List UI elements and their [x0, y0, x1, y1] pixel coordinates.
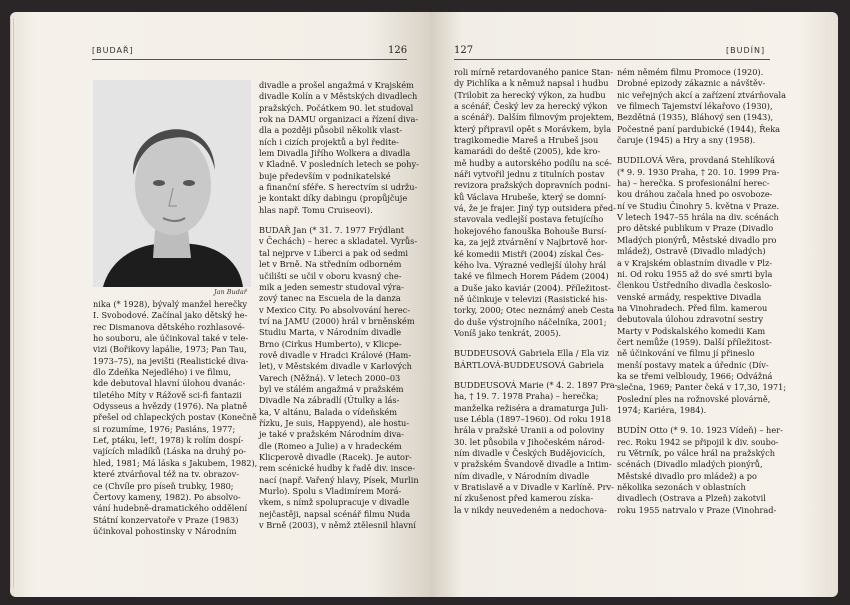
text-line: buje především v podnikatelské — [259, 170, 391, 181]
text-line: roku 1955 natrvalo v Praze (Vinohrad- — [617, 504, 777, 515]
text-line: rově divadle v Hradci Králové (Ham- — [259, 349, 412, 360]
text-line: slečna, 1969; Panter čeká v 17,30, 1971; — [617, 382, 787, 393]
text-line: Leť, ptáku, leť!, 1978) k rolím dospí- — [93, 435, 244, 446]
text-line: řízku, Je suis, Happyend), ale hostu- — [259, 417, 410, 428]
text-line: (Trilobit za herecký výkon, za hudbu — [454, 89, 606, 100]
text-line: BUDDEUSOVÁ Marie (* 4. 2. 1897 Pra- — [454, 379, 618, 390]
text-line: pražských. Počátkem 90. let studoval — [259, 102, 414, 113]
text-line: několika sezonách v oblastních — [617, 482, 746, 493]
text-line: Poslední ples na rožnovské plovárně, — [617, 393, 771, 404]
text-line — [454, 339, 617, 348]
text-line: let v Brně. Na středním odborném — [259, 259, 402, 270]
text-line: v Bratislavě a v Divadle v Karlíně. Prv- — [454, 482, 614, 493]
text-line — [259, 216, 419, 225]
text-line: venské armády, respektive Divadla — [617, 291, 762, 302]
text-line: kou dráhou začala hned po osvoboze- — [617, 189, 773, 200]
running-head-left: [BUDAŘ] — [92, 46, 134, 55]
text-line: ném němém filmu Promoce (1920). — [617, 67, 764, 77]
right-page-right-column — [617, 67, 786, 516]
text-line: hled, 1981; Má láska s Jakubem, 1982), — [93, 457, 258, 468]
text-line: tiletého Míty v Rážově sci-fi fantazii — [93, 389, 242, 400]
text-line: čaruje (1945) a Hry a sny (1958). — [617, 135, 756, 146]
text-line: vajících mladíků (Láska na druhý po- — [93, 446, 247, 457]
text-line: je také v pražském Národním diva- — [259, 429, 405, 440]
text-line: 30. let působila v Jihočeském národ- — [454, 436, 605, 447]
text-line: a finanční sféře. S herectvím si udržu- — [259, 182, 418, 193]
photo-caption: Jan Budař — [214, 288, 247, 296]
text-line: rec Dismanova dětského rozhlasové- — [93, 321, 245, 332]
text-line: vkem, s nímž spolupracuje v divadle — [259, 497, 410, 508]
text-line: Počestné paní pardubické (1944), Řeka — [617, 123, 781, 134]
text-line: je kontakt díky dabingu (propůjčuje — [259, 193, 408, 204]
text-line: mládež), Ostravě (Divadlo mladých) — [617, 246, 766, 257]
text-line: dla a později působil několik vlast- — [259, 125, 403, 136]
text-line: menší postavy matek a úřednic (Dív- — [617, 359, 769, 370]
text-line: rec. Roku 1942 se připojil k div. soubo- — [617, 436, 779, 447]
page-number-left: 126 — [388, 45, 408, 56]
text-line: let), v Městském divadle v Karlových — [259, 361, 412, 372]
text-line: ka, za jejž ztvárnění v Najbrtově hor- — [454, 237, 608, 248]
text-line: ním divadle, v Národním divadle — [454, 470, 590, 481]
text-line: Brno (Cirkus Humberto), v Klicpe- — [259, 338, 402, 349]
text-line: tragikomedie Mareš a Hrubeš jsou — [454, 135, 599, 146]
text-line: Odysseus a hvězdy (1976). Na platně — [93, 401, 248, 412]
text-line: 1973–75), na jevišti (Realistické diva- — [93, 355, 249, 366]
text-line: hokejového fanouška Bohouše Bursí- — [454, 225, 607, 236]
text-line: Drobné epizody zákaznic a návštěv- — [617, 78, 766, 89]
text-line: lem Divadla Jiřího Wolkera a divadla — [259, 148, 411, 159]
text-line: BUDILOVÁ Věra, provdaná Stehlíková — [617, 155, 775, 166]
right-page — [430, 12, 838, 597]
text-line: divadlech (Ostrava a Plzeň) zakotvil — [617, 493, 766, 504]
text-line: Voníš jako tenkrát, 2005). — [454, 327, 561, 338]
text-line: zový tanec na Escuela de la danza — [259, 293, 401, 304]
text-line: přešel od chlapeckých postav (Konečně — [93, 412, 257, 423]
text-line: a v Krajském oblastním divadle v Plz- — [617, 257, 773, 268]
text-line: hrála v pražské Uranii a od poloviny — [454, 425, 605, 436]
text-line: vizi (Bořikovy lapálie, 1973; Pan Tau, — [93, 344, 247, 355]
text-line: vání hudebně-dramatického oddělení — [93, 503, 248, 514]
page-number-right: 127 — [454, 45, 474, 56]
text-line: pro dětské publikum v Praze (Divadlo — [617, 223, 774, 234]
text-line: si rozumíme, 1976; Pasiáns, 1977; — [93, 423, 236, 434]
portrait-photo-icon — [93, 80, 251, 287]
text-line: ni. Od roku 1955 až do své smrti byla — [617, 268, 773, 279]
left-page-right-column — [259, 80, 419, 531]
text-line: v pražském Švandově divadle a Intim- — [454, 459, 612, 470]
text-line: tal nejprve v Liberci a pak od sedmi — [259, 247, 408, 258]
text-line: do duše výstrojního náčelníka, 2001; — [454, 316, 607, 327]
text-line: Státní konzervatoře v Praze (1983) — [93, 514, 239, 525]
text-line: nejčastěji, napsal scénář filmu Nuda — [259, 508, 411, 519]
text-line: členkou Ústředního divadla českoslo- — [617, 280, 772, 291]
text-line: divadle Kolín a v Městských divadlech — [259, 91, 418, 102]
text-line: ních i cizích projektů a byl ředite- — [259, 136, 399, 147]
text-line: účinkoval pohostinsky v Národním — [93, 525, 237, 536]
text-line: učilišti se učil v oboru kvasný che- — [259, 270, 402, 281]
text-line: ha) – herečka. S profesionální herec- — [617, 178, 770, 189]
text-line: které ztvárňoval též na tv. obrazov- — [93, 469, 239, 480]
text-line: Marty v Podskalského komedii Kam — [617, 325, 766, 336]
text-line: hlas např. Tomu Cruiseovi). — [259, 204, 373, 215]
text-line: rok na DAMU organizaci a řízení diva- — [259, 114, 419, 125]
left-page — [10, 12, 430, 597]
header-rule — [92, 59, 407, 60]
text-line: v Kladně. V posledních letech se pohy- — [259, 159, 419, 170]
text-line: v Brně (2003), v němž ztělesnil hlavní — [259, 520, 416, 531]
text-line: čert nemůže (1959). Další příležitost- — [617, 336, 772, 347]
text-line: Studiu Marta, v Národním divadle — [259, 327, 402, 338]
text-line: náři vytvořil jednu z titulních postav — [454, 169, 605, 180]
text-line: (* 9. 9. 1930 Praha, † 20. 10. 1999 Pra- — [617, 166, 780, 177]
text-line: ve filmech Tajemství lékařovo (1930), — [617, 101, 773, 112]
text-line: mě hudby a autorského podílu na scé- — [454, 157, 612, 168]
text-line: kamarádi do deště (2005), kde kro- — [454, 146, 601, 157]
text-line: dy Pichlíka a k němuž napsal i hudbu — [454, 78, 609, 89]
text-line: ně účinkuje v televizi (Rasistické his- — [454, 293, 608, 304]
text-line: stavovala vedlejší postava fetujícího — [454, 214, 604, 225]
text-line: nací (např. Vařený hlavy, Písek, Murlin — [259, 474, 419, 485]
right-page-left-column — [454, 67, 617, 516]
text-line: v Mexico City. Po absolvování herec- — [259, 304, 411, 315]
text-line: ní ve Studiu Činohry 5. května v Praze. — [617, 200, 780, 211]
text-line: a Duše jako kaviár (2004). Příležitost- — [454, 282, 611, 293]
text-line: debutovala úlohou zdravotní sestry — [617, 314, 764, 325]
text-line: ků Václava Hrubeše, který se domní- — [454, 191, 607, 202]
text-line: manželka režiséra a dramaturga Juli- — [454, 402, 609, 413]
text-line: dlo Zdeňka Nejedlého) i ve filmu, — [93, 367, 231, 378]
text-line: a scénář). Dalším filmovým projektem, — [454, 112, 615, 123]
text-line: roli mírně retardovaného panice Stan- — [454, 67, 614, 77]
text-line: ké komedii Mistři (2004) získal Čes- — [454, 248, 604, 259]
text-line: vá, že je frajer. Jiný typ outsidera před- — [454, 203, 616, 214]
running-head-right: [BUDÍN] — [726, 46, 766, 55]
text-line: ní zkušenost před kamerou získa- — [454, 493, 594, 504]
text-line: ka se třemi velbloudy, 1966; Odvážná — [617, 370, 773, 381]
open-book — [10, 12, 845, 597]
text-line: use Lébla (1897–1960). Od roku 1918 — [454, 413, 611, 424]
text-line: Murlo). Spolu s Vladimírem Morá- — [259, 486, 402, 497]
page-edges — [10, 18, 16, 588]
text-line: také ve filmech Horem Pádem (2004) — [454, 271, 609, 282]
text-line: la v nikdy neuvedeném a nedochova- — [454, 504, 607, 515]
text-line: kého lva. Výrazné vedlejší úlohy hrál — [454, 259, 607, 270]
text-line: ru Větrník, po válce hrál na pražských — [617, 448, 776, 458]
text-line: byl ve stálém angažmá v pražském — [259, 383, 404, 394]
text-line: Klicperově divadle (Racek). Je autor- — [259, 452, 412, 462]
text-line: Městské divadlo pro mládež) a po — [617, 470, 757, 481]
text-line: dle (Romeo a Julie) a v hradeckém — [259, 440, 402, 451]
text-line: ha, † 19. 7. 1978 Praha) – herečka; — [454, 391, 599, 402]
text-line: revizora pražských dopravních podni- — [454, 180, 611, 191]
portrait-photo — [93, 80, 251, 287]
text-line: v Čechách) – herec a skladatel. Vyrůs- — [259, 236, 418, 247]
text-line — [454, 371, 617, 380]
text-line: nika (* 1928), bývalý manžel herečky — [93, 299, 248, 309]
text-line: Bezdětná (1935), Bláhový sen (1943), — [617, 112, 774, 123]
text-line: BUDDEUSOVÁ Gabriela Ella / Ela viz — [454, 348, 609, 359]
header-rule — [454, 59, 770, 60]
text-line: torky, 2000; Otec neznámý aneb Cesta — [454, 305, 614, 316]
text-line: tví na JAMU (2000) hrál v brněnském — [259, 315, 415, 326]
text-line — [617, 146, 786, 155]
text-line: ně účinkování ve filmu jí přineslo — [617, 348, 755, 359]
text-line: na Vinohradech. Před film. kamerou — [617, 302, 768, 313]
text-line: ka, V altánu, Balada o vídeňském — [259, 406, 398, 417]
text-line: rem scénické hudby k řadě div. insce- — [259, 463, 415, 474]
text-line: a scénář, Český lev za herecký výkon — [454, 101, 608, 112]
text-line: kde debutoval hlavní úlohou dvanác- — [93, 378, 246, 389]
text-line: Divadle Na zábradlí (Útulky a lás- — [259, 395, 400, 406]
text-line: 1974; Kariéra, 1984). — [617, 404, 707, 415]
text-line: nic veřejných akcí a zařízení ztvárňovala — [617, 89, 786, 100]
text-line: Čertovy kameny, 1982). Po absolvo- — [93, 491, 241, 502]
text-line: mik a jeden semestr studoval výra- — [259, 281, 404, 292]
text-line — [617, 416, 786, 425]
text-line: BUDÍN Otto (* 9. 10. 1923 Vídeň) – her- — [617, 425, 783, 436]
text-line: BÁRTLOVÁ-BUDDEUSOVÁ Gabriela — [454, 359, 604, 370]
text-line: Mladých pionýrů, Městské divadlo pro — [617, 234, 777, 245]
text-line: divadle a prošel angažmá v Krajském — [259, 80, 414, 90]
text-line: který připravil opět s Morávkem, byla — [454, 123, 612, 134]
text-line: ním divadle v Českých Budějovicích, — [454, 448, 606, 458]
text-line: V letech 1947–55 hrála na div. scénách — [617, 212, 779, 223]
left-page-left-column — [93, 299, 257, 537]
text-line: BUDAŘ Jan (* 31. 7. 1977 Frýdlant — [259, 225, 405, 236]
text-line: I. Svobodové. Začínal jako dětský he- — [93, 310, 248, 321]
text-line: ho souboru, ale účinkoval také v tele- — [93, 333, 249, 344]
text-line: ce (Chvíle pro píseň trubky, 1980; — [93, 480, 234, 491]
text-line: scénách (Divadlo mladých pionýrů, — [617, 459, 763, 470]
text-line: Varech (Něžná). V letech 2000–03 — [259, 372, 401, 383]
